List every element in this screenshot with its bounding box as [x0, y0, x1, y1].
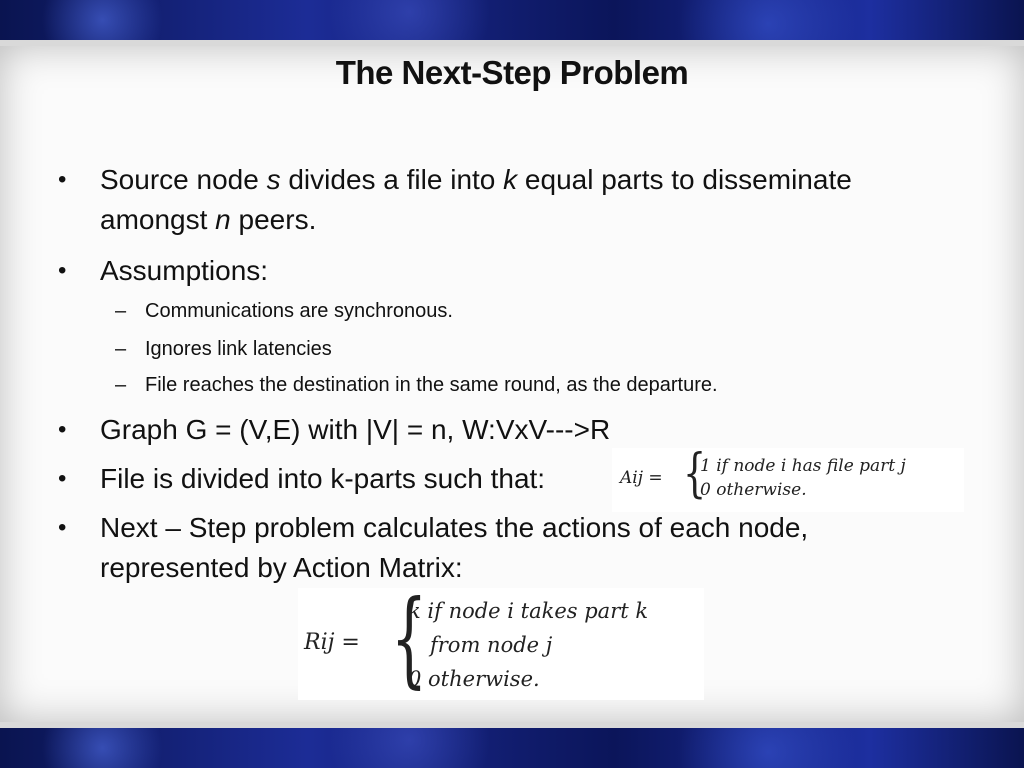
sub-bullet-text: Ignores link latencies [145, 338, 332, 360]
bullet-assumptions [58, 251, 980, 291]
equation-case: 0 otherwise. [408, 667, 540, 691]
equation-case: from node j [430, 633, 553, 657]
bullet-next-step [58, 508, 980, 588]
bullet-text-line2: amongst n peers. [100, 204, 317, 235]
sub-bullet-marker: – [115, 300, 127, 322]
background-band-bottom [0, 728, 1024, 768]
equation-lhs: Aij = [620, 468, 663, 488]
sub-bullet-marker: – [115, 374, 127, 396]
background-band-top [0, 0, 1024, 40]
sub-bullet-synchronous [115, 297, 945, 325]
equation-case: k if node i takes part k [408, 599, 649, 623]
bullet-text-line2: represented by Action Matrix: [100, 552, 463, 583]
bullet-text: File is divided into k-parts such that: [100, 463, 546, 494]
sub-bullet-same-round [115, 371, 945, 399]
bullet-marker: • [58, 166, 67, 193]
bullet-source-node [58, 160, 980, 240]
slide-title: The Next-Step Problem [335, 54, 689, 91]
sub-bullet-marker: – [115, 338, 127, 360]
bullet-text: Graph G = (V,E) with |V| = n, W:VxV--->R [100, 414, 611, 445]
bullet-text: Assumptions: [100, 255, 269, 286]
equation-case: 0 otherwise. [700, 480, 807, 500]
left-brace-icon: { [390, 577, 428, 699]
bullet-graph [58, 410, 980, 450]
bullet-marker: • [58, 416, 67, 443]
bullet-marker: • [58, 257, 67, 284]
sub-bullet-latencies [115, 335, 945, 363]
left-brace-icon: { [682, 444, 707, 504]
equation-lhs: Rij = [304, 630, 360, 655]
bullet-marker: • [58, 465, 67, 492]
bullet-marker: • [58, 514, 67, 541]
equation-a-matrix [612, 444, 964, 512]
bullet-text: Next – Step problem calculates the actions of each node, [100, 512, 809, 543]
bullet-text: Source node s divides a file into k equal parts to disseminate [100, 164, 852, 195]
equation-r-matrix [298, 577, 704, 700]
sub-bullet-text: File reaches the destination in the same round, as the departure. [145, 374, 718, 396]
sub-bullet-text: Communications are synchronous. [145, 300, 453, 322]
equation-case: 1 if node i has file part j [700, 456, 906, 476]
